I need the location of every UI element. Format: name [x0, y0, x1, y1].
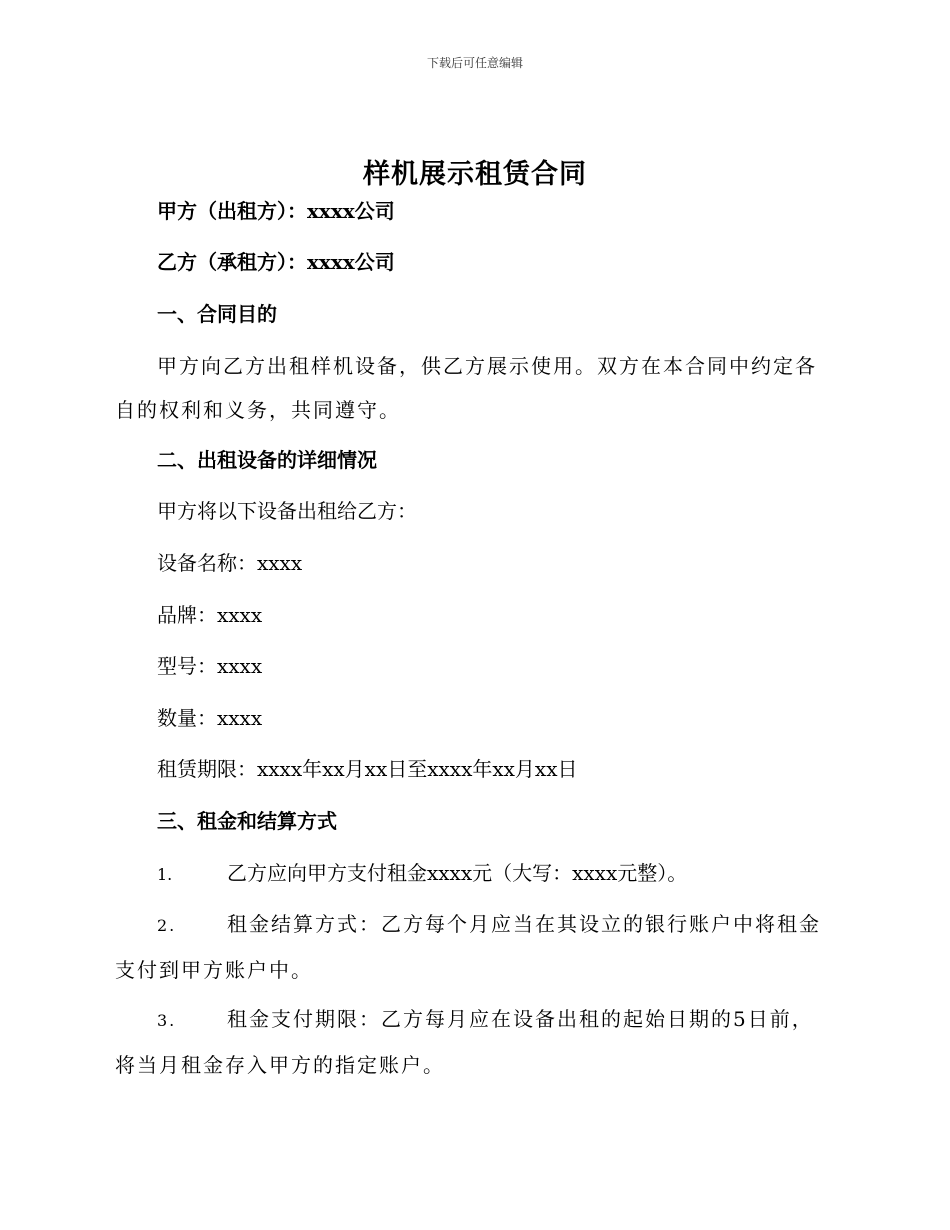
header-note: 下载后可任意编辑 [426, 56, 523, 70]
device-name: 设备名称：xxxx [157, 551, 303, 575]
list-item-text: 租金支付期限：乙方每月应在设备出租的起始日期的5日前，将当月租金存入甲方的指定账户。 [115, 1007, 814, 1077]
section3-heading: 三、租金和结算方式 [157, 809, 337, 833]
section2-intro: 甲方将以下设备出租给乙方： [157, 499, 417, 523]
device-quantity: 数量：xxxx [157, 706, 263, 730]
list-item-number: 1. [157, 865, 173, 884]
section2-heading: 二、出租设备的详细情况 [157, 448, 377, 472]
contract-title: 样机展示租赁合同 [363, 159, 587, 190]
device-model: 型号：xxxx [157, 654, 263, 678]
list-item [115, 851, 877, 897]
list-item-number: 3. [157, 1011, 177, 1030]
list-item-text: 乙方应向甲方支付租金xxxx元（大写：xxxx元整）。 [227, 861, 688, 885]
party-b: 乙方（承租方）：xxxx公司 [157, 250, 395, 274]
section1-heading: 一、合同目的 [157, 302, 277, 326]
device-brand: 品牌：xxxx [157, 603, 263, 627]
lease-term: 租赁期限：xxxx年xx月xx日至xxxx年xx月xx日 [157, 757, 578, 781]
list-item [115, 902, 835, 992]
party-a: 甲方（出租方）：xxxx公司 [157, 199, 395, 223]
list-item-number: 2. [157, 916, 177, 935]
list-item [115, 997, 835, 1087]
list-item-text: 租金结算方式：乙方每个月应当在其设立的银行账户中将租金支付到甲方账户中。 [115, 912, 821, 982]
section1-body: 甲方向乙方出租样机设备，供乙方展示使用。双方在本合同中约定各自的权利和义务，共同遵守。 [115, 354, 817, 422]
